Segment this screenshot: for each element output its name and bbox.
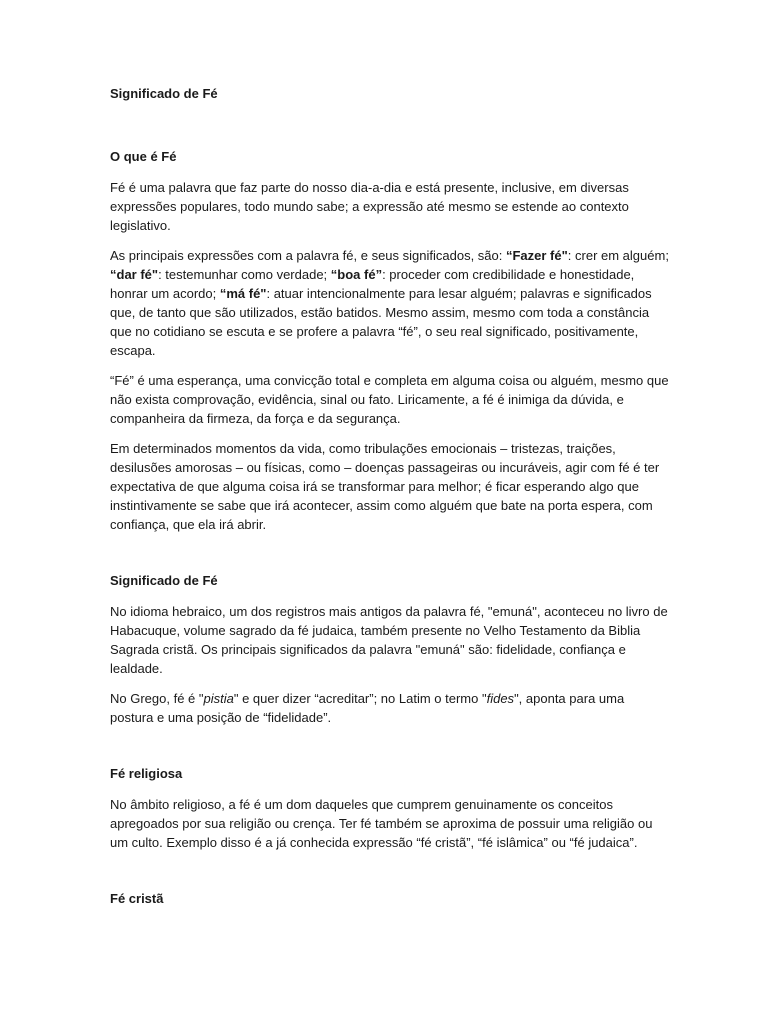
text-run: No Grego, fé é " bbox=[110, 691, 204, 706]
paragraph: Fé é uma palavra que faz parte do nosso dia-a-dia e está presente, inclusive, em diversas expressões populares, todo mundo sabe; a expressão até mesmo se estende ao contexto legislativo. bbox=[110, 180, 629, 233]
section-heading-fe-crista: Fé cristã bbox=[110, 891, 164, 906]
paragraph: No âmbito religioso, a fé é um dom daqueles que cumprem genuinamente os conceitos apregoados por sua religião ou crença. Ter fé também se aproxima de possuir uma religião ou um culto. Exemplo disso é a já conhecida expressão “fé cristã”, “fé islâmica” ou “fé judaica”. bbox=[110, 797, 653, 850]
text-run: " e quer dizer “acreditar”; no Latim o termo " bbox=[233, 691, 487, 706]
text-run: : atuar intencionalmente para lesar alguém; palavras e significados que, de tanto que são utilizados, estão batidos. Mesmo assim, mesmo com toda a constância que no cotidiano se escuta e se profere a palavra “fé”, o seu real significado, positivamente, escapa. bbox=[110, 286, 652, 358]
section-gap bbox=[110, 545, 670, 571]
paragraph: Em determinados momentos da vida, como tribulações emocionais – tristezas, traições, desilusões amorosas – ou físicas, como – doenças passageiras ou incuráveis, agir com fé é ter expectativa de que alguma coisa irá se transformar para melhor; é ficar esperando algo que instintivamente se sabe que irá acontecer, assim como alguém que bate na porta espera, com confiança, que ela irá abrir. bbox=[110, 441, 660, 532]
paragraph-greek-latin bbox=[110, 689, 670, 727]
bold-term: “boa fé” bbox=[330, 267, 383, 282]
section-gap bbox=[110, 863, 670, 889]
bold-term: “Fazer fé" bbox=[505, 248, 568, 263]
section-heading-o-que-e-fe: O que é Fé bbox=[110, 149, 177, 164]
section-heading-fe-religiosa: Fé religiosa bbox=[110, 766, 183, 781]
text-run: As principais expressões com a palavra fé, e seus significados, são: bbox=[110, 248, 506, 263]
bold-term: “má fé" bbox=[219, 286, 267, 301]
paragraph: No idioma hebraico, um dos registros mais antigos da palavra fé, "emuná", aconteceu no livro de Habacuque, volume sagrado da fé judaica, também presente no Velho Testamento da Biblia Sagrada cristã. Os principais significados da palavra "emuná" são: fidelidade, confiança e lealdade. bbox=[110, 604, 668, 676]
paragraph: “Fé” é uma esperança, uma convicção total e completa em alguma coisa ou alguém, mesmo que não exista comprovação, evidência, sinal ou fato. Liricamente, a fé é inimiga da dúvida, e companheira da firmeza, da força e da segurança. bbox=[110, 373, 669, 426]
document-page bbox=[110, 84, 670, 920]
section-heading-significado: Significado de Fé bbox=[110, 573, 218, 588]
text-run: : crer em alguém; bbox=[567, 248, 669, 263]
section-gap bbox=[110, 738, 670, 764]
text-run: ", aponta para uma postura e uma posição de “fidelidade”. bbox=[110, 691, 625, 725]
paragraph-expressions bbox=[110, 246, 670, 360]
italic-term: fides bbox=[486, 691, 515, 706]
text-run: : testemunhar como verdade; bbox=[158, 267, 331, 282]
document-title: Significado de Fé bbox=[110, 86, 218, 101]
italic-term: pistia bbox=[203, 691, 234, 706]
bold-term: “dar fé" bbox=[110, 267, 159, 282]
text-run: : proceder com credibilidade e honestidade, honrar um acordo; bbox=[110, 267, 635, 301]
